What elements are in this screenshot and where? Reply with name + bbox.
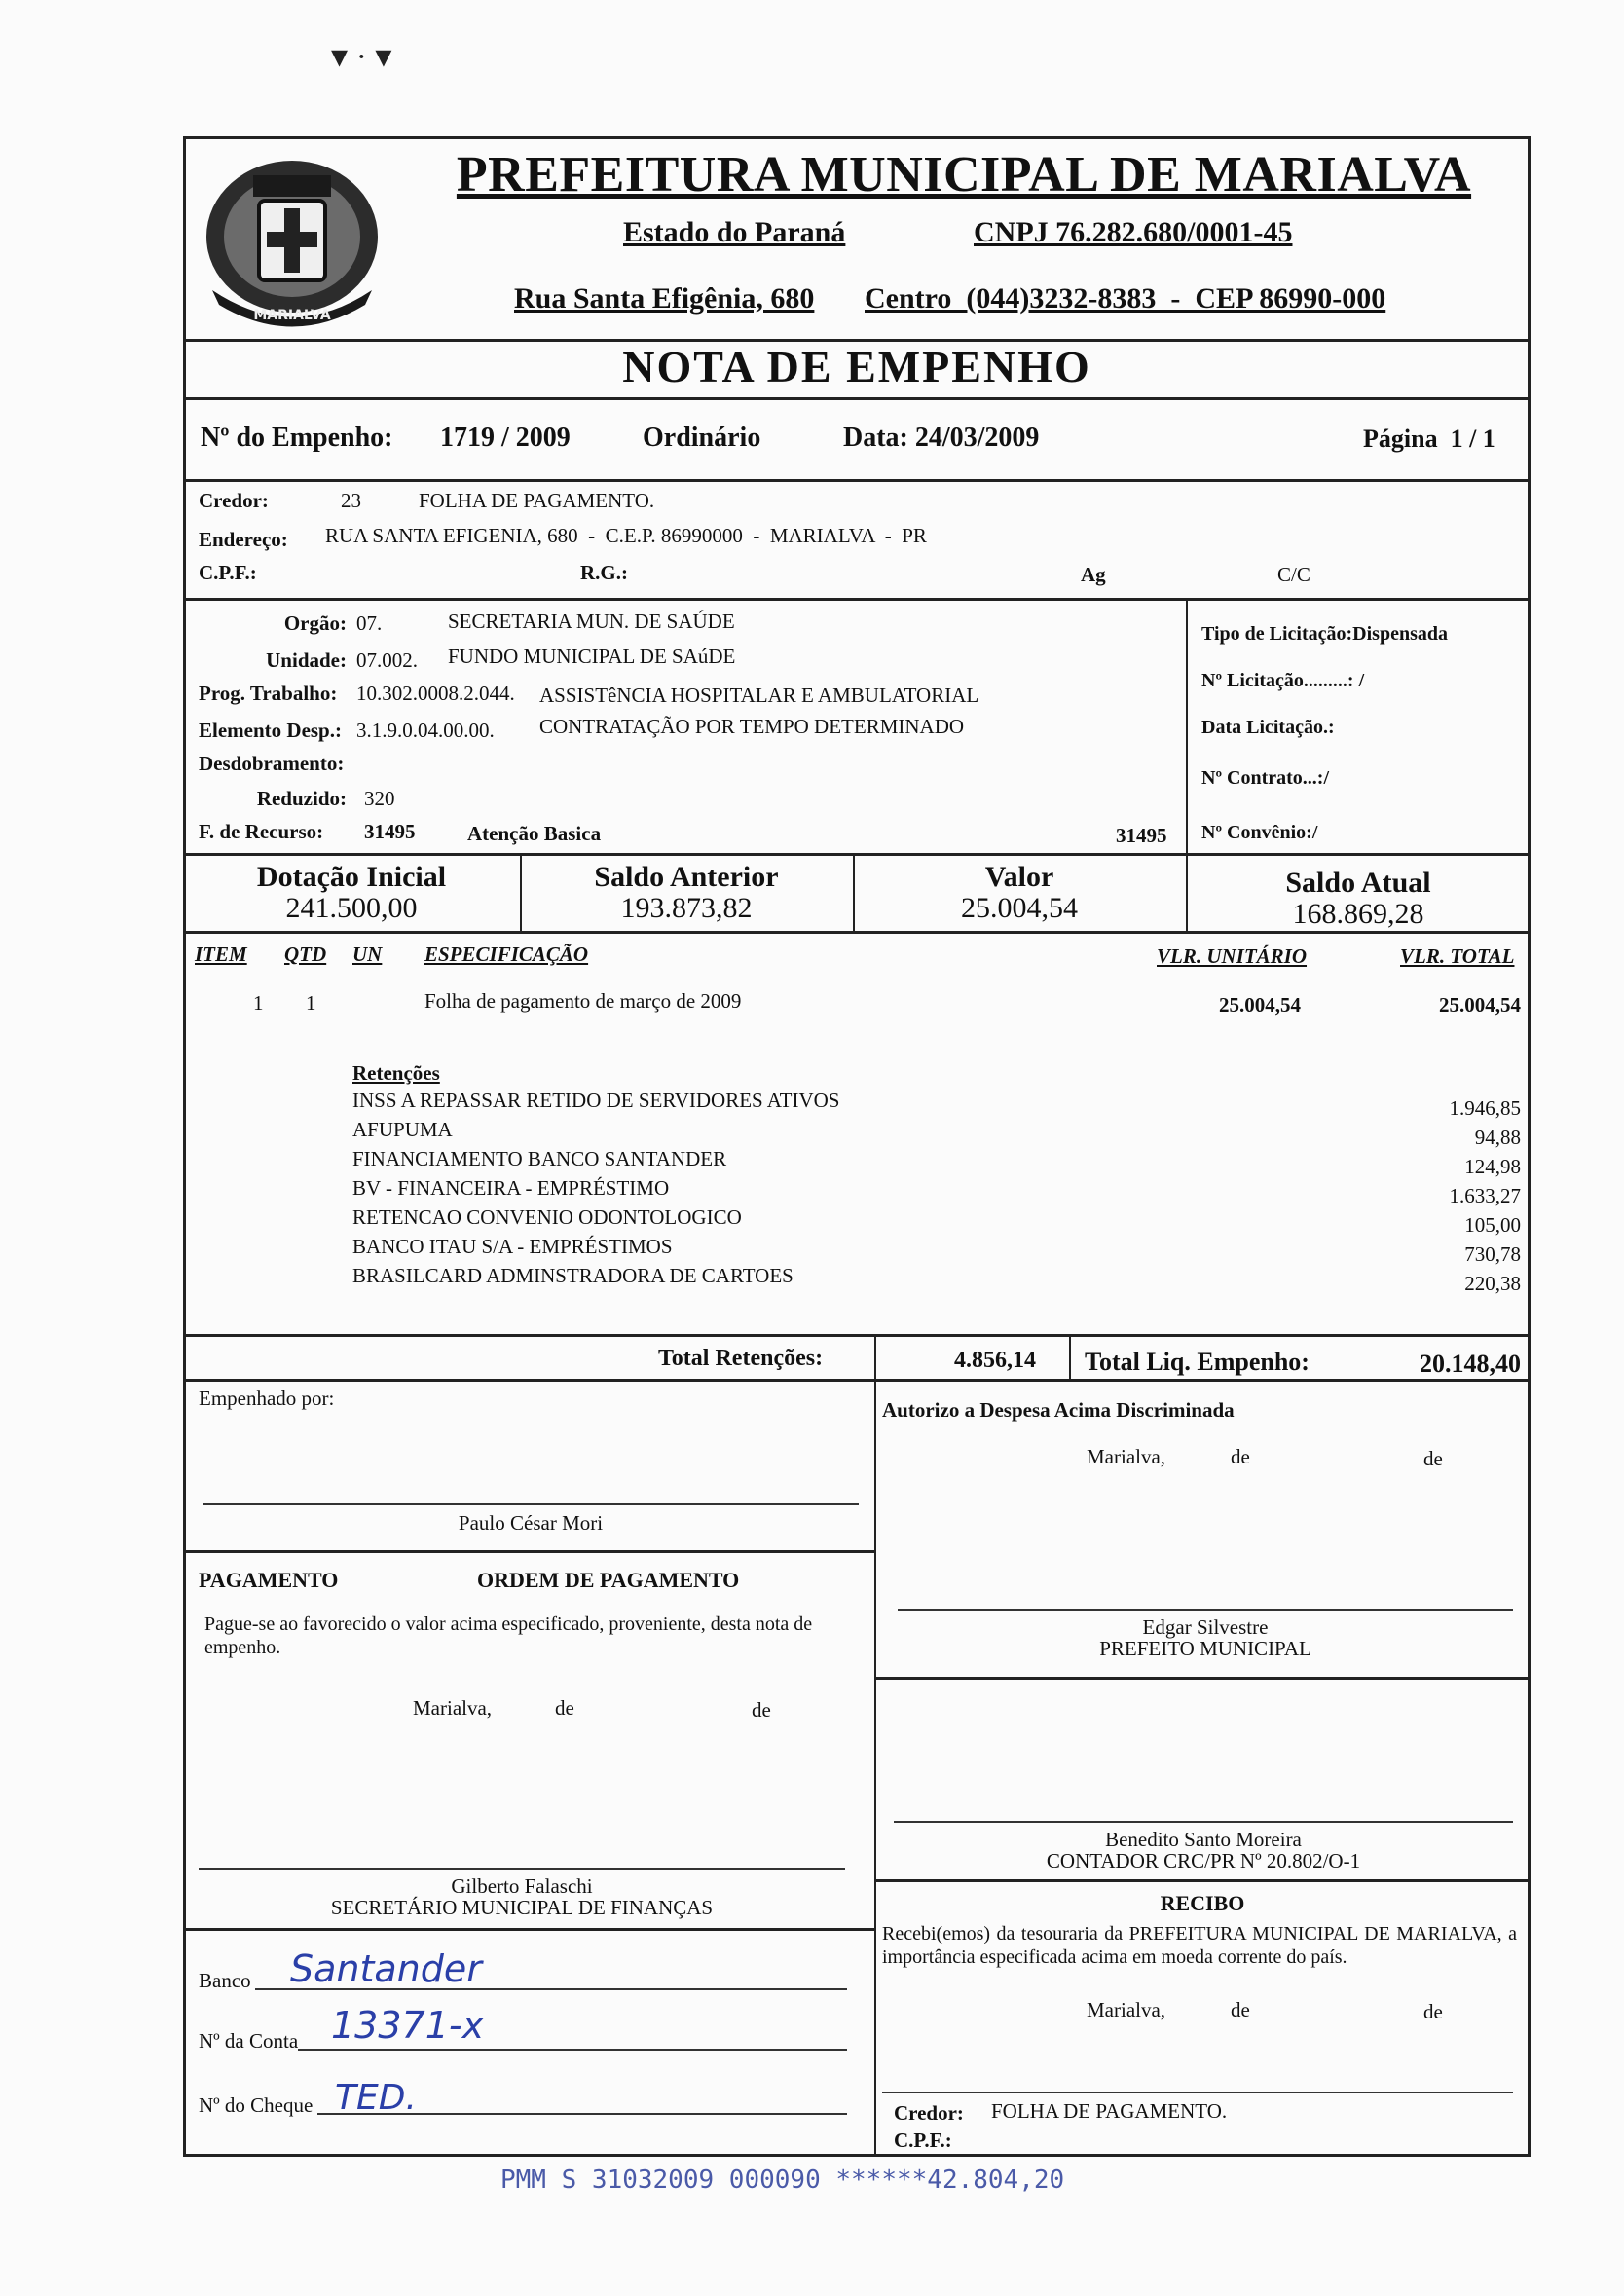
pagamento-de: de [752, 1698, 771, 1722]
conta-handwritten: 13371-x [331, 2004, 485, 2047]
coat-of-arms-icon [195, 144, 389, 339]
col-header-un: UN [352, 943, 383, 966]
prog-code: 10.302.0008.2.044. [356, 682, 515, 705]
retencao-desc: RETENCAO CONVENIO ODONTOLOGICO [352, 1205, 742, 1229]
recibo-credor-label: Credor: [894, 2101, 964, 2125]
total-liquido-label: Total Liq. Empenho: [1085, 1348, 1310, 1376]
credor-label: Credor: [199, 489, 269, 512]
unidade-name: FUNDO MUNICIPAL DE SAúDE [448, 645, 736, 668]
retencoes-title: Retenções [352, 1061, 440, 1085]
retencao-desc: INSS A REPASSAR RETIDO DE SERVIDORES ATIVOS [352, 1089, 840, 1112]
prefeito-name: Edgar Silvestre [1142, 1615, 1269, 1639]
prog-label: Prog. Trabalho: [199, 682, 338, 705]
licitacao-type: Tipo de Licitação:Dispensada [1201, 623, 1448, 645]
scan-mark: ▾ · ▾ [331, 39, 392, 75]
agency-label: Ag [1081, 563, 1106, 586]
retencao-desc: BV - FINANCEIRA - EMPRÉSTIMO [352, 1176, 670, 1200]
item-total-value: 25.004,54 [1439, 993, 1521, 1017]
total-retencoes-label: Total Retenções: [658, 1346, 824, 1371]
desdobramento-label: Desdobramento: [199, 752, 345, 775]
secretario-role: SECRETÁRIO MUNICIPAL DE FINANÇAS [330, 1896, 714, 1919]
recurso-label: F. de Recurso: [199, 820, 324, 843]
state-name: Estado do Paraná [623, 216, 846, 248]
retencao-value: 220,38 [1464, 1272, 1521, 1295]
pagamento-text: Pague-se ao favorecido o valor acima especificado, proveniente, desta nota de empenho. [204, 1613, 813, 1658]
recibo-credor-name: FOLHA DE PAGAMENTO. [991, 2099, 1228, 2123]
unidade-label: Unidade: [266, 648, 347, 672]
item-number: 1 [253, 991, 264, 1015]
balance-value: 168.869,28 [1292, 898, 1424, 930]
contract-number: Nº Contrato...:/ [1201, 767, 1330, 789]
autorizo-de: de [1231, 1445, 1250, 1468]
retencao-value: 1.633,27 [1449, 1184, 1521, 1207]
col-header-spec: ESPECIFICAÇÃO [424, 943, 589, 966]
payment-stamp: PMM S 31032009 000090 ******42.804,20 [500, 2166, 1065, 2195]
pagamento-city: Marialva, [413, 1696, 493, 1720]
recibo-city: Marialva, [1087, 1998, 1166, 2021]
retencao-desc: AFUPUMA [352, 1118, 453, 1141]
cnpj: CNPJ 76.282.680/0001-45 [974, 216, 1293, 248]
autorizo-city: Marialva, [1087, 1445, 1166, 1468]
pagamento-label: PAGAMENTO [199, 1568, 339, 1592]
balance-value: 193.873,82 [620, 892, 753, 924]
licitacao-number: Nº Licitação.........: / [1201, 670, 1365, 691]
credor-name: FOLHA DE PAGAMENTO. [419, 489, 655, 512]
item-unit-value: 25.004,54 [1219, 993, 1301, 1017]
retencao-value: 124,98 [1464, 1155, 1521, 1178]
municipality-title: PREFEITURA MUNICIPAL DE MARIALVA [456, 147, 1472, 203]
orgao-code: 07. [356, 611, 383, 635]
seal-banner-text: MARIALVA [253, 308, 331, 323]
orgao-label: Orgão: [283, 611, 347, 635]
recurso-name: Atenção Basica [467, 822, 602, 845]
col-header-qtd: QTD [284, 943, 327, 966]
balance-label: Saldo Atual [1285, 867, 1431, 899]
prefeito-role: PREFEITO MUNICIPAL [1099, 1637, 1311, 1660]
retencao-value: 1.946,85 [1449, 1096, 1521, 1120]
autorizo-title: Autorizo a Despesa Acima Discriminada [882, 1398, 1235, 1422]
endereco-label: Endereço: [199, 528, 288, 551]
prog-name: ASSISTêNCIA HOSPITALAR E AMBULATORIAL [539, 684, 979, 707]
item-qty: 1 [306, 991, 316, 1015]
col-header-total-value: VLR. TOTAL [1400, 944, 1515, 968]
cheque-label: Nº do Cheque [199, 2093, 314, 2117]
recurso-code-right: 31495 [1116, 824, 1167, 847]
contador-name: Benedito Santo Moreira [1105, 1828, 1302, 1851]
pagamento-de: de [555, 1696, 574, 1720]
retencao-value: 94,88 [1474, 1126, 1521, 1149]
endereco-value: RUA SANTA EFIGENIA, 680 - C.E.P. 86990000 - MARIALVA - PR [325, 524, 927, 547]
item-spec: Folha de pagamento de março de 2009 [424, 989, 742, 1013]
convenio-number: Nº Convênio:/ [1201, 822, 1318, 843]
banco-label: Banco [199, 1969, 251, 1992]
reduzido-value: 320 [364, 787, 395, 810]
unidade-code: 07.002. [356, 648, 418, 672]
recurso-code: 31495 [364, 820, 416, 843]
balance-label: Valor [984, 861, 1054, 893]
empenho-number: 1719 / 2009 [440, 423, 571, 453]
retencao-desc: FINANCIAMENTO BANCO SANTANDER [352, 1147, 727, 1170]
ordem-pagamento-title: ORDEM DE PAGAMENTO [477, 1568, 740, 1592]
orgao-name: SECRETARIA MUN. DE SAÚDE [448, 610, 735, 633]
elemento-label: Elemento Desp.: [199, 719, 342, 742]
rg-label: R.G.: [580, 561, 628, 584]
banco-handwritten: Santander [290, 1947, 482, 1990]
recibo-title: RECIBO [1160, 1891, 1245, 1915]
balance-value: 241.500,00 [285, 892, 418, 924]
retencao-value: 730,78 [1464, 1242, 1521, 1266]
contador-role: CONTADOR CRC/PR Nº 20.802/O-1 [1046, 1849, 1361, 1872]
empenho-type: Ordinário [643, 423, 761, 453]
retencao-desc: BANCO ITAU S/A - EMPRÉSTIMOS [352, 1235, 673, 1258]
credor-code: 23 [341, 489, 361, 512]
district-phone-cep: Centro (044)3232-8383 - CEP 86990-000 [865, 282, 1386, 315]
secretario-name: Gilberto Falaschi [451, 1874, 593, 1898]
conta-label: Nº da Conta [199, 2029, 299, 2053]
empenho-number-label: Nº do Empenho: [201, 423, 393, 453]
recibo-cpf-label: C.P.F.: [894, 2129, 952, 2152]
elemento-name: CONTRATAÇÃO POR TEMPO DETERMINADO [539, 715, 965, 738]
total-retencoes-value: 4.856,14 [954, 1348, 1036, 1373]
empenho-date: Data: 24/03/2009 [843, 423, 1040, 453]
page-number: Página 1 / 1 [1363, 425, 1495, 453]
autorizo-de: de [1423, 1447, 1443, 1470]
total-liquido-value: 20.148,40 [1420, 1350, 1521, 1378]
recibo-de: de [1231, 1998, 1250, 2021]
retencao-desc: BRASILCARD ADMINSTRADORA DE CARTOES [352, 1264, 794, 1287]
elemento-code: 3.1.9.0.04.00.00. [356, 719, 495, 742]
balance-value: 25.004,54 [961, 892, 1078, 924]
balance-label: Dotação Inicial [256, 861, 447, 893]
street-address: Rua Santa Efigênia, 680 [514, 282, 815, 315]
col-header-unit-value: VLR. UNITÁRIO [1157, 944, 1308, 968]
recibo-text: Recebi(emos) da tesouraria da PREFEITURA MUNICIPAL DE MARIALVA, a importância especificada acima em moeda corrente do país. [882, 1923, 1517, 1968]
recibo-de: de [1423, 2000, 1443, 2023]
empenhado-name: Paulo César Mori [458, 1511, 604, 1535]
retencao-value: 105,00 [1464, 1213, 1521, 1237]
empenhado-label: Empenhado por: [199, 1387, 335, 1410]
cheque-handwritten: TED. [335, 2078, 417, 2118]
licitacao-date: Data Licitação.: [1201, 717, 1335, 738]
cpf-label: C.P.F.: [199, 561, 257, 584]
col-header-item: ITEM [195, 943, 247, 966]
reduzido-label: Reduzido: [256, 787, 347, 810]
document-title: NOTA DE EMPENHO [622, 342, 1091, 391]
account-label: C/C [1277, 563, 1310, 586]
balance-label: Saldo Anterior [594, 861, 779, 893]
